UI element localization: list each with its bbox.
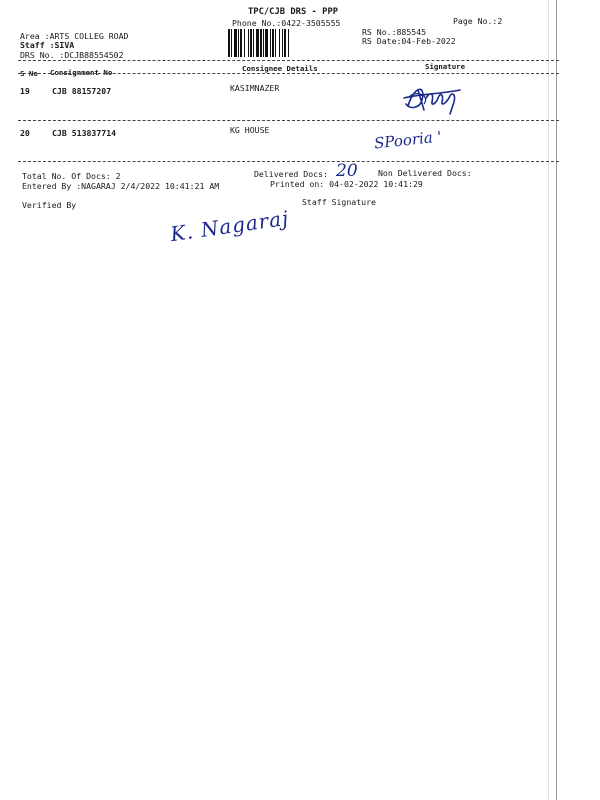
phone-number: Phone No.:0422-3505555 (232, 18, 341, 28)
barcode (228, 29, 334, 57)
staff-signature-label: Staff Signature (302, 197, 376, 207)
verified-by-label: Verified By (22, 200, 77, 210)
area: Area :ARTS COLLEG ROAD (20, 31, 129, 41)
page-number: Page No.:2 (453, 16, 503, 26)
column-header-consignment: Consignment No (50, 68, 113, 77)
divider (18, 161, 559, 162)
row-20-signature: SPooria ' (373, 127, 443, 153)
row-20-consignee: KG HOUSE (230, 125, 270, 135)
printed-on: Printed on: 04-02-2022 10:41:29 (270, 179, 423, 189)
entered-by: Entered By :NAGARAJ 2/4/2022 10:41:21 AM (22, 181, 220, 191)
total-docs: Total No. Of Docs: 2 (22, 171, 121, 181)
non-delivered-docs: Non Delivered Docs: (378, 168, 472, 178)
row-19-consignee: KASIMNAZER (230, 83, 280, 93)
delivered-docs-label: Delivered Docs: (254, 169, 328, 179)
row-19-sno: 19 (20, 86, 30, 96)
document-title: TPC/CJB DRS - PPP (248, 7, 339, 17)
column-header-sno: S No (20, 69, 38, 78)
verifier-signature: K. Nagaraj (168, 205, 291, 247)
divider (18, 60, 559, 61)
barcode-gap (289, 29, 290, 57)
row-20-consignment-no: CJB 513837714 (52, 128, 117, 138)
row-19-consignment-no: CJB 88157207 (52, 86, 112, 96)
divider (18, 73, 559, 74)
column-header-consignee: Consignee Details (242, 64, 318, 73)
staff: Staff :SIVA (20, 40, 75, 50)
rs-date: RS Date:04-Feb-2022 (362, 36, 456, 46)
row-19-signature-scribble (400, 76, 464, 118)
drs-number: DRS No. :DCJB88554502 (20, 50, 124, 60)
row-20-sno: 20 (20, 128, 30, 138)
divider (18, 120, 559, 121)
column-header-signature: Signature (425, 62, 466, 71)
delivered-docs-value: 20 (336, 161, 358, 181)
rs-number: RS No.:885545 (362, 27, 427, 37)
